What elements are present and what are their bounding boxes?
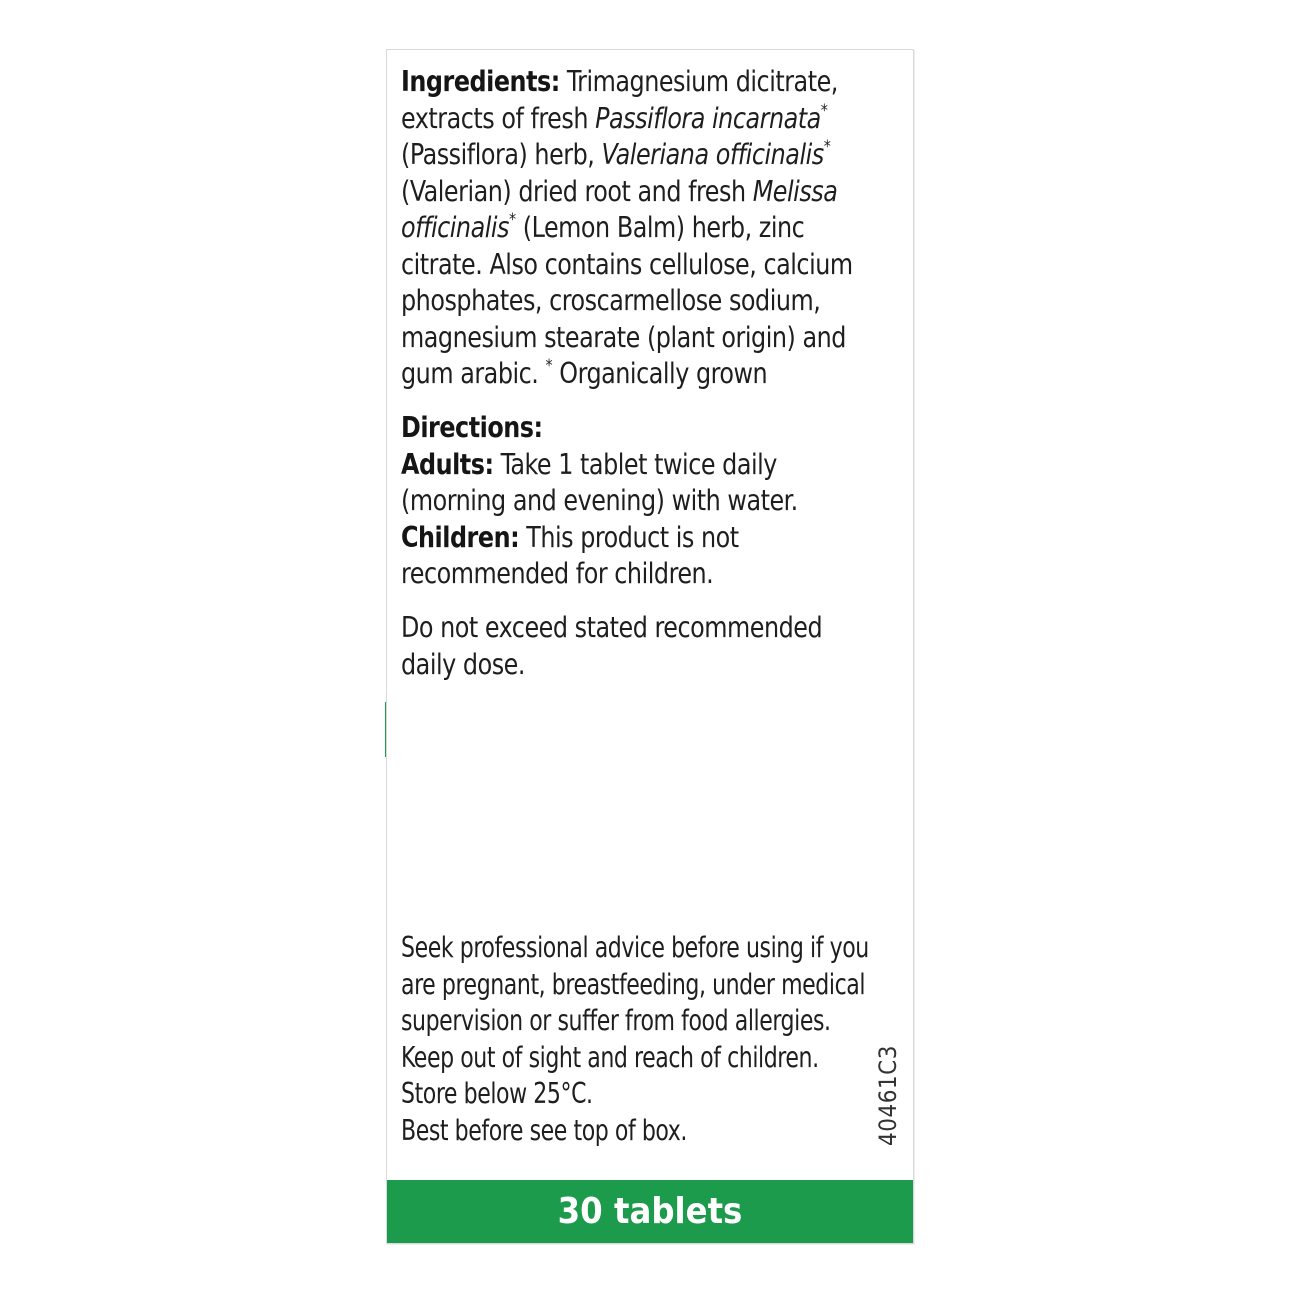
directions-section [401, 410, 866, 593]
warning-line: Best before see top of box. [401, 1113, 687, 1147]
warning-line: Store below 25°C. [401, 1077, 593, 1110]
ingredients-line: officinalis* (Lemon Balm) herb, zinc [401, 210, 805, 244]
ingredients-line: (Valerian) dried root and fresh Melissa [401, 174, 838, 208]
passiflora-name: Passiflora incarnata [595, 101, 821, 135]
tablet-count-banner: 30 tablets [387, 1180, 913, 1243]
valeriana-name: Valeriana officinalis [601, 138, 824, 171]
adults-label: Adults: [401, 447, 494, 481]
dose-line: daily dose. [401, 647, 525, 681]
organic-asterisk: * [820, 100, 828, 121]
children-line: recommended for children. [401, 557, 714, 590]
melissa-name: Melissa [752, 174, 838, 208]
organic-asterisk: * [509, 210, 516, 230]
warning-line: Seek professional advice before using if you [401, 931, 869, 964]
ingredients-line: gum arabic. * Organically grown [401, 356, 768, 390]
product-code: 40461C3 [874, 1045, 902, 1146]
children-line: Children: This product is not [401, 520, 739, 554]
children-label: Children: [401, 520, 520, 554]
warning-line: Keep out of sight and reach of children. [401, 1040, 819, 1074]
dose-line: Do not exceed stated recommended [401, 611, 823, 644]
melissa-name-cont: officinalis [401, 211, 510, 244]
organic-asterisk: * [545, 356, 553, 376]
warning-line: are pregnant, breastfeeding, under medical [401, 967, 866, 1001]
warnings-section [401, 930, 869, 1149]
ingredients-line: magnesium stearate (plant origin) and [401, 320, 846, 354]
ingredients-line: Ingredients: Trimagnesium dicitrate, [401, 65, 838, 98]
adults-line: Adults: Take 1 tablet twice daily [401, 447, 777, 481]
dose-warning [401, 610, 866, 683]
ingredients-line: citrate. Also contains cellulose, calcium [401, 247, 853, 281]
warning-line: supervision or suffer from food allergies. [401, 1004, 831, 1037]
ingredients-section [401, 64, 866, 393]
label-panel [386, 49, 914, 1244]
ingredients-line: extracts of fresh Passiflora incarnata* [401, 100, 828, 135]
organic-asterisk: * [823, 137, 831, 157]
directions-heading: Directions: [401, 411, 543, 444]
ingredients-label: Ingredients: [401, 65, 560, 98]
ingredients-line: (Passiflora) herb, Valeriana officinalis* [401, 137, 831, 171]
adults-line: (morning and evening) with water. [401, 484, 798, 517]
ingredients-line: phosphates, croscarmellose sodium, [401, 284, 821, 317]
